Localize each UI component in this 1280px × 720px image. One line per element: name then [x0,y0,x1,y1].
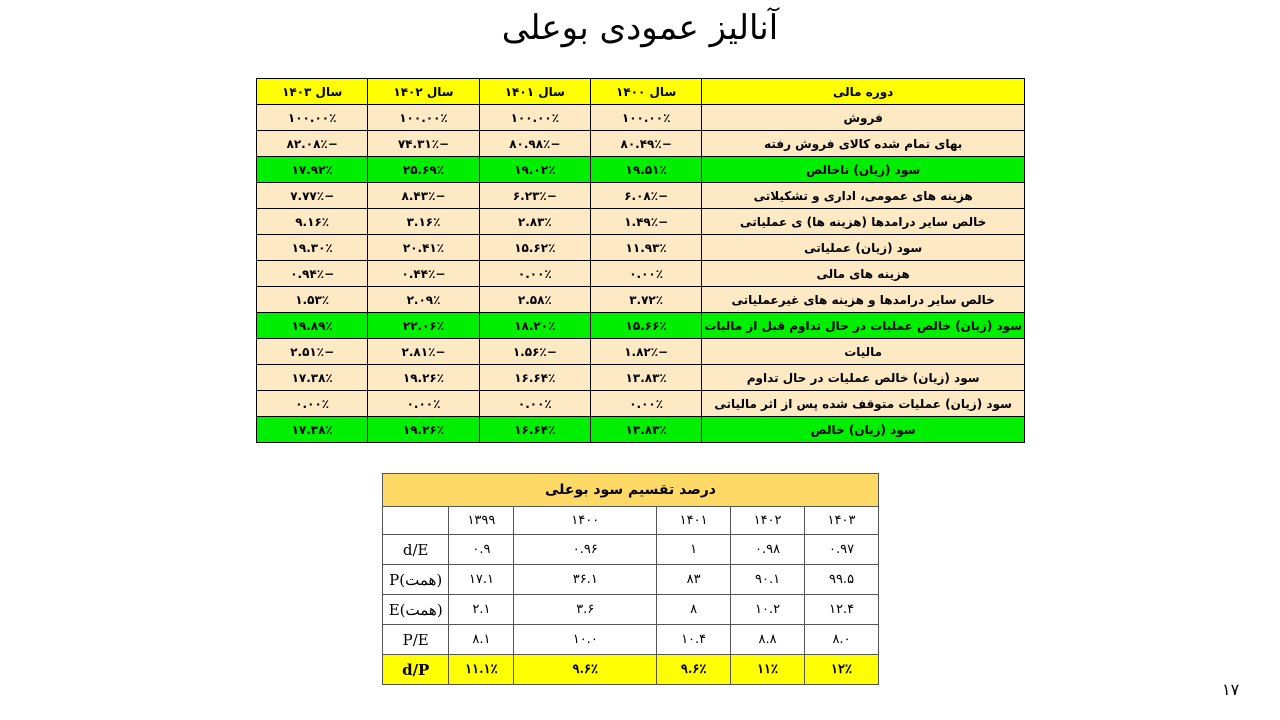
dividend-value-cell: ۱۱٪ [731,655,805,685]
table-row [257,287,1025,313]
row-label: سود (زیان) ناخالص [702,157,1025,183]
table-header-row [257,79,1025,105]
row-label: خالص سایر درامدها و هزینه های غیرعملیاتی [702,287,1025,313]
page-title: آنالیز عمودی بوعلی [501,8,779,48]
dividend-row-label: d/E [383,535,449,565]
value-cell: −۲.۵۱٪ [257,339,368,365]
value-cell: ۱۳.۸۳٪ [590,365,701,391]
value-cell: ۱۰۰.۰۰٪ [590,105,701,131]
value-cell: ۱۹.۵۱٪ [590,157,701,183]
dividend-value-cell: ۸.۱ [449,625,514,655]
dividend-value-cell: ۳۶.۱ [514,565,657,595]
value-cell: −۷.۷۷٪ [257,183,368,209]
table-row [257,157,1025,183]
dividend-value-cell: ۱۷.۱ [449,565,514,595]
dividend-value-cell: ۸.۰ [805,625,879,655]
year-cell: ۱۴۰۲ [731,507,805,535]
dividend-value-cell: ۹۹.۵ [805,565,879,595]
dividend-value-cell: ۰.۹۶ [514,535,657,565]
value-cell: ۱۷.۹۲٪ [257,157,368,183]
table-row [257,391,1025,417]
dividend-years-row [383,507,879,535]
dividend-value-cell: ۳.۶ [514,595,657,625]
value-cell: ۱۷.۳۸٪ [257,365,368,391]
header-cell: سال ۱۴۰۰ [590,79,701,105]
empty-corner-cell [383,507,449,535]
value-cell: ۱۸.۲۰٪ [479,313,590,339]
row-label: فروش [702,105,1025,131]
vertical-analysis-table [256,78,1025,443]
dividend-row [383,595,879,625]
dividend-table [382,473,879,685]
header-cell: سال ۱۴۰۱ [479,79,590,105]
table-row [257,209,1025,235]
dividend-value-cell: ۸ [657,595,731,625]
dividend-value-cell: ۸.۸ [731,625,805,655]
dividend-row-label: P(همت) [383,565,449,595]
row-label: سود (زیان) خالص عملیات در حال تداوم [702,365,1025,391]
dividend-value-cell: ۰.۹۸ [731,535,805,565]
row-label: مالیات [702,339,1025,365]
table-row [257,313,1025,339]
value-cell: ۱۵.۶۲٪ [479,235,590,261]
dividend-row [383,625,879,655]
value-cell: ۰.۰۰٪ [590,261,701,287]
value-cell: ۹.۱۶٪ [257,209,368,235]
value-cell: ۳.۷۲٪ [590,287,701,313]
value-cell: −۸۲.۰۸٪ [257,131,368,157]
value-cell: ۱۹.۳۰٪ [257,235,368,261]
dividend-value-cell: ۸۳ [657,565,731,595]
value-cell: −۸۰.۹۸٪ [479,131,590,157]
value-cell: −۶.۰۸٪ [590,183,701,209]
dividend-value-cell: ۹.۶٪ [514,655,657,685]
table-row [257,261,1025,287]
table-row [257,131,1025,157]
value-cell: ۱۶.۶۴٪ [479,417,590,443]
row-label: بهای تمام شده کالای فروش رفته [702,131,1025,157]
value-cell: ۱۹.۲۶٪ [368,365,479,391]
value-cell: ۱۹.۲۶٪ [368,417,479,443]
table-row [257,183,1025,209]
value-cell: ۱۹.۸۹٪ [257,313,368,339]
value-cell: ۰.۰۰٪ [257,391,368,417]
value-cell: −۸.۴۳٪ [368,183,479,209]
dividend-value-cell: ۱۰.۲ [731,595,805,625]
value-cell: ۲.۸۳٪ [479,209,590,235]
value-cell: ۲.۰۹٪ [368,287,479,313]
table-row [257,417,1025,443]
dividend-row-label: P/E [383,625,449,655]
value-cell: ۰.۰۰٪ [479,261,590,287]
dividend-value-cell: ۱۲٪ [805,655,879,685]
dividend-row [383,565,879,595]
row-label: هزینه های عمومی، اداری و تشکیلاتی [702,183,1025,209]
dividend-value-cell: ۱۱.۱٪ [449,655,514,685]
table-row [257,339,1025,365]
value-cell: ۱۷.۳۸٪ [257,417,368,443]
table-row [257,235,1025,261]
dividend-caption-row [383,474,879,507]
value-cell: ۰.۰۰٪ [479,391,590,417]
dividend-value-cell: ۱ [657,535,731,565]
value-cell: ۱.۵۳٪ [257,287,368,313]
row-label: سود (زیان) عملیات متوقف شده پس از اثر مالیاتی [702,391,1025,417]
row-label: هزینه های مالی [702,261,1025,287]
header-cell: سال ۱۴۰۲ [368,79,479,105]
table-row [257,365,1025,391]
value-cell: −۰.۴۴٪ [368,261,479,287]
dividend-row-label: E(همت) [383,595,449,625]
row-label: خالص سایر درامدها (هزینه ها) ی عملیاتی [702,209,1025,235]
value-cell: ۱۰۰.۰۰٪ [257,105,368,131]
header-cell: سال ۱۴۰۳ [257,79,368,105]
dividend-value-cell: ۱۰.۴ [657,625,731,655]
value-cell: ۲۵.۶۹٪ [368,157,479,183]
value-cell: ۱۵.۶۶٪ [590,313,701,339]
value-cell: ۱۳.۸۳٪ [590,417,701,443]
value-cell: −۱.۴۹٪ [590,209,701,235]
value-cell: −۱.۸۲٪ [590,339,701,365]
value-cell: ۲.۵۸٪ [479,287,590,313]
value-cell: ۲۰.۴۱٪ [368,235,479,261]
header-cell: دوره مالی [702,79,1025,105]
value-cell: ۱۰۰.۰۰٪ [479,105,590,131]
value-cell: −۲.۸۱٪ [368,339,479,365]
year-cell: ۱۴۰۱ [657,507,731,535]
dividend-value-cell: ۹۰.۱ [731,565,805,595]
year-cell: ۱۴۰۳ [805,507,879,535]
value-cell: ۱۶.۶۴٪ [479,365,590,391]
dividend-value-cell: ۲.۱ [449,595,514,625]
page-number: ۱۷ [1222,680,1240,699]
dividend-value-cell: ۹.۶٪ [657,655,731,685]
value-cell: ۲۲.۰۶٪ [368,313,479,339]
row-label: سود (زیان) خالص [702,417,1025,443]
year-cell: ۱۴۰۰ [514,507,657,535]
value-cell: −۷۴.۳۱٪ [368,131,479,157]
value-cell: ۱۰۰.۰۰٪ [368,105,479,131]
value-cell: ۰.۰۰٪ [368,391,479,417]
value-cell: ۳.۱۶٪ [368,209,479,235]
dividend-row-label: d/P [383,655,449,685]
dividend-row [383,655,879,685]
value-cell: −۱.۵۶٪ [479,339,590,365]
value-cell: −۰.۹۴٪ [257,261,368,287]
value-cell: ۱۹.۰۲٪ [479,157,590,183]
value-cell: −۸۰.۴۹٪ [590,131,701,157]
year-cell: ۱۳۹۹ [449,507,514,535]
dividend-row [383,535,879,565]
dividend-value-cell: ۰.۹۷ [805,535,879,565]
dividend-value-cell: ۰.۹ [449,535,514,565]
row-label: سود (زیان) عملیاتی [702,235,1025,261]
row-label: سود (زیان) خالص عملیات در حال تداوم قبل از مالیات [702,313,1025,339]
value-cell: ۱۱.۹۳٪ [590,235,701,261]
value-cell: ۰.۰۰٪ [590,391,701,417]
value-cell: −۶.۲۳٪ [479,183,590,209]
dividend-value-cell: ۱۲.۴ [805,595,879,625]
dividend-caption: درصد تقسیم سود بوعلی [383,474,879,507]
table-row [257,105,1025,131]
dividend-value-cell: ۱۰.۰ [514,625,657,655]
